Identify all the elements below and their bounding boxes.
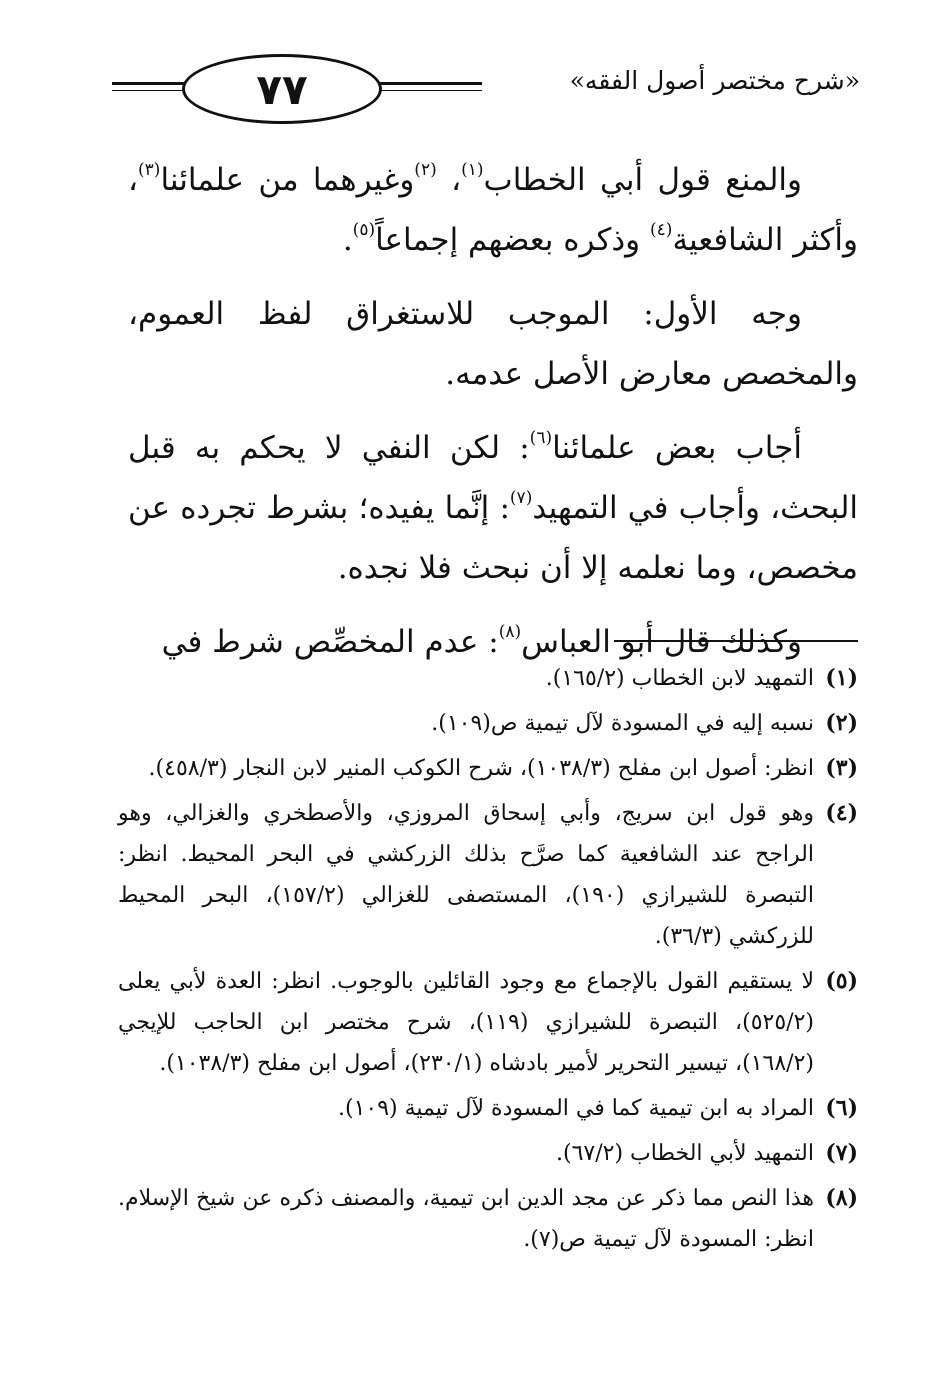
footnote-1 xyxy=(118,658,858,699)
main-text xyxy=(128,150,858,672)
footnote-number: (١) xyxy=(825,665,858,691)
footnote-3 xyxy=(118,748,858,789)
footnote-number: (٦) xyxy=(825,1095,858,1121)
paragraph-3: أجاب بعض علمائنا$^{(٦)}$: لكن النفي لا يحكم به قبل البحث، وأجاب في التمهيد$^{(٧)}$: إنَّما يفيده؛ بشرط تجرده عن مخصص، وما نعلمه إلا أن نبحث فلا نجده. xyxy=(128,427,859,586)
footnote-number: (٤) xyxy=(825,800,858,826)
footnote-7 xyxy=(118,1133,858,1174)
footnote-number: (٥) xyxy=(825,968,858,994)
footnote-number: (٧) xyxy=(825,1140,858,1166)
footnotes xyxy=(118,658,858,1264)
running-title: «شرح مختصر أصول الفقه» xyxy=(569,66,860,95)
footnote-ref-3: (٣) xyxy=(138,159,161,180)
footnote-text: وهو قول ابن سريج، وأبي إسحاق المروزي، والأصطخري والغزالي، وهو الراجح عند الشافعية كما صرَّح بذلك الزركشي في البحر المحيط. انظر: التبصرة للشيرازي (١٩٠)، المستصفى للغزالي (١٥٧/٢)، البحر المحيط للزركشي (٣٦/٣). xyxy=(118,801,814,949)
footnote-2 xyxy=(118,703,858,744)
page-header xyxy=(112,52,860,122)
footnote-number: (٨) xyxy=(825,1185,858,1211)
footnote-8 xyxy=(118,1178,858,1260)
footnote-ref-8: (٨) xyxy=(498,621,522,642)
footnote-ref-7: (٧) xyxy=(509,487,533,508)
footnote-number: (٣) xyxy=(825,755,858,781)
footnote-5 xyxy=(118,961,858,1084)
footnote-text: هذا النص مما ذكر عن مجد الدين ابن تيمية، والمصنف ذكره عن شيخ الإسلام. انظر: المسودة لآل تيمية ص(٧). xyxy=(118,1186,814,1252)
footnote-text: انظر: أصول ابن مفلح (١٠٣٨/٣)، شرح الكوكب المنير لابن النجار (٤٥٨/٣). xyxy=(148,756,814,781)
footnote-text: لا يستقيم القول بالإجماع مع وجود القائلين بالوجوب. انظر: العدة لأبي يعلى (٥٢٥/٢)، التبصرة للشيرازي (١١٩)، شرح مختصر ابن الحاجب للإيجي (١٦٨/٢)، تيسير التحرير لأمير بادشاه (٢٣٠/١)، أصول ابن مفلح (١٠٣٨/٣). xyxy=(118,969,814,1076)
footnote-separator xyxy=(614,640,858,642)
footnote-ref-4: (٤) xyxy=(650,219,673,240)
paragraph-2: وجه الأول: الموجب للاستغراق لفظ العموم، والمخصص معارض الأصل عدمه. xyxy=(128,296,858,392)
footnote-4 xyxy=(118,793,858,957)
footnote-ref-5: (٥) xyxy=(352,219,376,240)
footnote-number: (٢) xyxy=(825,710,858,736)
footnote-text: التمهيد لابن الخطاب (١٦٥/٢). xyxy=(545,666,814,691)
footnote-ref-6: (٦) xyxy=(529,427,553,448)
footnote-6 xyxy=(118,1088,858,1129)
paragraph-4: وكذلك قال أبو العباس$^{(٨)}$: عدم المخصِّص شرط في xyxy=(161,621,802,660)
footnote-ref-1: (١) xyxy=(461,159,484,180)
footnote-ref-2: (٢) xyxy=(414,159,437,180)
footnote-text: المراد به ابن تيمية كما في المسودة لآل تيمية (١٠٩). xyxy=(338,1096,814,1121)
footnote-text: نسبه إليه في المسودة لآل تيمية ص(١٠٩). xyxy=(431,711,814,736)
page-number: ٧٧ xyxy=(182,54,382,124)
footnote-text: التمهيد لأبي الخطاب (٦٧/٢). xyxy=(556,1141,814,1166)
paragraph-1: والمنع قول أبي الخطاب$^{(١)}$، $^{(٢)}$وغيرهما من علمائنا$^{(٣)}$، وأكثر الشافعية$^{(٤)}$ وذكره بعضهم إجماعاً$^{(٥)}$. xyxy=(128,159,858,258)
